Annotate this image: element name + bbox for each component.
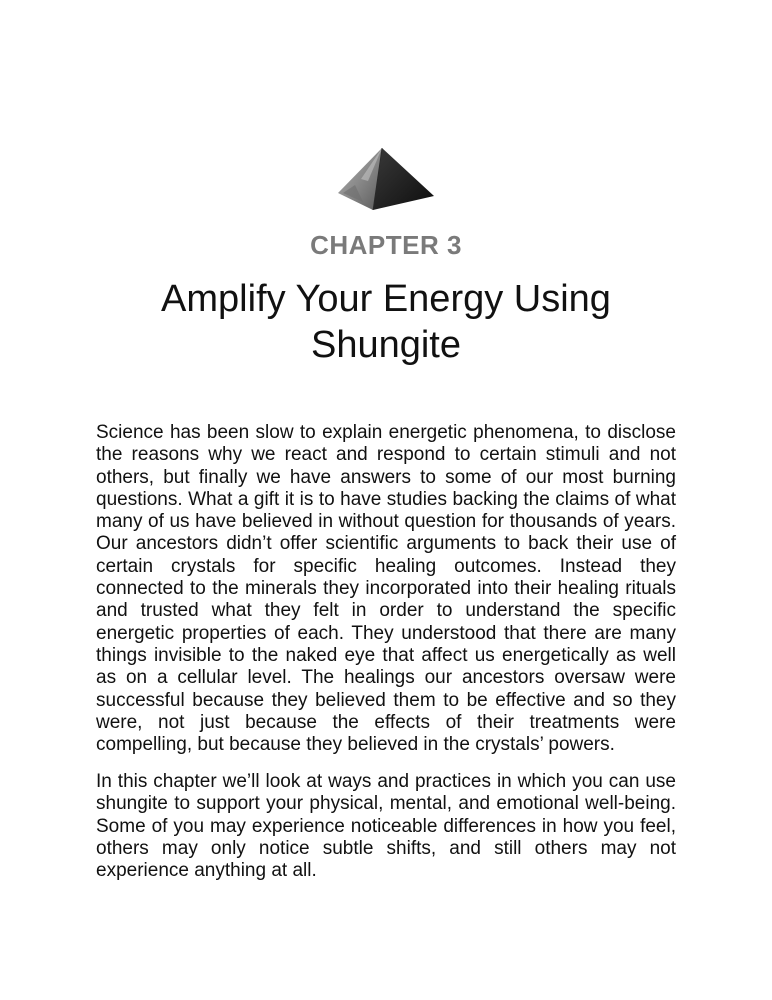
pyramid-icon [337, 147, 435, 213]
chapter-number: CHAPTER 3 [310, 230, 462, 260]
body-paragraph: In this chapter we’ll look at ways and practices in which you can use shungite to support your physical, mental, and emotional well-being. Some of you may experience noticeable differences in how you feel, others may only notice subtle shifts, and still others may not experience anything at all. [96, 771, 676, 882]
chapter-title-line-1: Amplify Your Energy Using [161, 278, 611, 320]
chapter-title-line-2: Shungite [310, 324, 461, 366]
body-paragraph: Science has been slow to explain energetic phenomena, to disclose the reasons why we react and respond to certain stimuli and not others, but finally we have answers to some of our most burning questions. What a gift it is to have studies backing the claims of what many of us have believed in without question for thousands of years. Our ancestors didn’t offer scientific arguments to back their use of certain crystals for specific healing outcomes. Instead they connected to the minerals they incorporated into their healing rituals and trusted what they felt in order to understand the specific energetic properties of each. They understood that there are many things invisible to the naked eye that affect us energetically as well as on a cellular level. The healings our ancestors oversaw were successful because they believed them to be effective and so they were, not just because the effects of their treatments were compelling, but because they believed in the crystals’ powers. [96, 422, 676, 756]
chapter-title [0, 276, 772, 368]
